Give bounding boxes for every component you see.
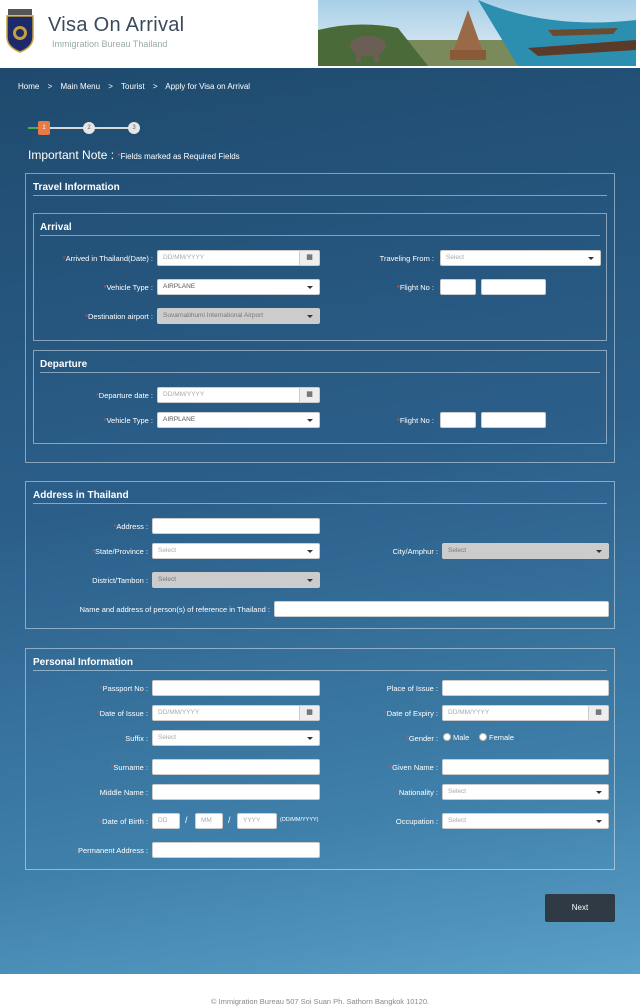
calendar-icon[interactable]: ▦ xyxy=(299,251,319,265)
chevron-down-icon xyxy=(307,737,313,740)
surname-label: *Surname : xyxy=(110,763,148,772)
divider xyxy=(33,670,607,671)
district-tambon-label: District/Tambon : xyxy=(92,576,148,585)
header xyxy=(0,0,640,68)
occupation-label: Occupation : xyxy=(395,817,438,826)
progress-steps xyxy=(28,120,140,136)
chevron-down-icon xyxy=(307,550,313,553)
city-amphur-label: City/Amphur : xyxy=(392,547,438,556)
address-input[interactable] xyxy=(152,518,320,534)
gender-label: *Gender : xyxy=(405,734,438,743)
departure-flight-number-input[interactable] xyxy=(481,412,546,428)
reference-person-input[interactable] xyxy=(274,601,609,617)
traveling-from-select[interactable]: Select xyxy=(440,250,601,266)
middle-name-label: Middle Name : xyxy=(99,788,148,797)
divider xyxy=(40,235,600,236)
chevron-down-icon xyxy=(307,286,313,289)
chevron-down-icon xyxy=(596,550,602,553)
date-of-birth-label: *Date of Birth : xyxy=(99,817,148,826)
calendar-icon[interactable]: ▦ xyxy=(299,706,319,720)
permanent-address-label: Permanent Address : xyxy=(77,846,148,855)
thailand-banner-image xyxy=(318,0,636,66)
departure-date-label: *Departure date : xyxy=(95,391,153,400)
arrival-vehicle-type-select[interactable]: AIRPLANE xyxy=(157,279,320,295)
chevron-down-icon xyxy=(307,315,313,318)
breadcrumb-home[interactable]: Home xyxy=(18,82,40,91)
destination-airport-label: *Destination airport : xyxy=(85,312,153,321)
app-title: Visa On Arrival xyxy=(48,14,185,36)
important-note xyxy=(28,148,240,162)
step-1: 1 xyxy=(38,121,50,135)
footer-text: © Immigration Bureau 507 Soi Suan Ph. Sathorn Bangkok 10120. xyxy=(210,997,430,1006)
personal-information-title: Personal Information xyxy=(33,657,134,668)
departure-vehicle-type-select[interactable]: AIRPLANE xyxy=(157,412,320,428)
divider xyxy=(40,372,600,373)
city-amphur-select[interactable]: Select xyxy=(442,543,609,559)
passport-no-input[interactable] xyxy=(152,680,320,696)
address-title: Address in Thailand xyxy=(33,490,129,501)
dob-format-hint: (DD/MM/YYYY) xyxy=(280,817,319,823)
occupation-select[interactable]: Select xyxy=(442,813,609,829)
breadcrumb-current: Apply for Visa on Arrival xyxy=(165,82,251,91)
next-button[interactable]: Next xyxy=(545,894,615,922)
divider xyxy=(33,503,607,504)
permanent-address-input[interactable] xyxy=(152,842,320,858)
date-of-issue-label: *Date of Issue : xyxy=(96,709,148,718)
gender-male-radio[interactable] xyxy=(443,733,451,741)
suffix-label: Suffix : xyxy=(125,734,148,743)
breadcrumb-separator: > xyxy=(47,82,53,91)
arrival-date-input[interactable]: DD/MM/YYYY ▦ xyxy=(157,250,320,266)
surname-input[interactable] xyxy=(152,759,320,775)
destination-airport-select[interactable]: Suvarnabhumi International Airport xyxy=(157,308,320,324)
state-province-select[interactable]: Select xyxy=(152,543,320,559)
date-of-expiry-label: *Date of Expiry : xyxy=(383,709,438,718)
arrival-panel xyxy=(33,213,607,341)
address-label: *Address : xyxy=(113,522,148,531)
nationality-label: *Nationality : xyxy=(395,788,438,797)
place-of-issue-label: Place of Issue : xyxy=(386,684,438,693)
required-asterisk: * xyxy=(117,152,121,161)
breadcrumb-separator: > xyxy=(152,82,158,91)
departure-title: Departure xyxy=(40,359,88,370)
district-tambon-select[interactable]: Select xyxy=(152,572,320,588)
breadcrumb-main-menu[interactable]: Main Menu xyxy=(60,82,101,91)
suffix-select[interactable]: Select xyxy=(152,730,320,746)
travel-information-title: Travel Information xyxy=(33,182,120,193)
arrival-flight-number-input[interactable] xyxy=(481,279,546,295)
vehicle-type-label: *Vehicle Type : xyxy=(103,283,153,292)
date-of-issue-input[interactable]: DD/MM/YYYY ▦ xyxy=(152,705,320,721)
departure-flight-prefix-input[interactable] xyxy=(440,412,476,428)
given-name-input[interactable] xyxy=(442,759,609,775)
breadcrumb-tourist[interactable]: Tourist xyxy=(121,82,145,91)
calendar-icon[interactable]: ▦ xyxy=(588,706,608,720)
traveling-from-label: Traveling From : xyxy=(379,254,434,263)
chevron-down-icon xyxy=(596,820,602,823)
place-of-issue-input[interactable] xyxy=(442,680,609,696)
nationality-select[interactable]: Select xyxy=(442,784,609,800)
divider xyxy=(33,195,607,196)
date-separator: / xyxy=(185,815,188,825)
dob-year-input[interactable]: YYYY xyxy=(237,813,277,829)
step-2: 2 xyxy=(83,122,95,134)
gender-female-radio[interactable] xyxy=(479,733,487,741)
departure-vehicle-type-label: *Vehicle Type : xyxy=(103,416,153,425)
date-separator: / xyxy=(228,815,231,825)
gender-female-label[interactable]: Female xyxy=(489,733,515,742)
chevron-down-icon xyxy=(596,791,602,794)
calendar-icon[interactable]: ▦ xyxy=(299,388,319,402)
app-subtitle: Immigration Bureau Thailand xyxy=(52,39,168,49)
chevron-down-icon xyxy=(307,419,313,422)
middle-name-input[interactable] xyxy=(152,784,320,800)
reference-person-label: Name and address of person(s) of reference in Thailand : xyxy=(79,605,270,614)
step-3: 3 xyxy=(128,122,140,134)
departure-date-input[interactable]: DD/MM/YYYY ▦ xyxy=(157,387,320,403)
chevron-down-icon xyxy=(307,579,313,582)
date-of-expiry-input[interactable]: DD/MM/YYYY ▦ xyxy=(442,705,609,721)
given-name-label: *Given Name : xyxy=(389,763,438,772)
dob-month-input[interactable]: MM xyxy=(195,813,223,829)
passport-no-label: *Passport No : xyxy=(99,684,148,693)
chevron-down-icon xyxy=(588,257,594,260)
gender-male-label[interactable]: Male xyxy=(453,733,470,742)
note-text: Fields marked as Required Fields xyxy=(120,152,240,161)
departure-flight-no-label: *Flight No : xyxy=(396,416,434,425)
state-province-label: *State/Province : xyxy=(92,547,148,556)
flight-no-label: *Flight No : xyxy=(396,283,434,292)
breadcrumb-separator: > xyxy=(108,82,113,91)
breadcrumb xyxy=(18,82,256,91)
immigration-bureau-logo xyxy=(5,9,35,53)
arrival-flight-prefix-input[interactable] xyxy=(440,279,476,295)
arrival-date-label: *Arrived in Thailand(Date) : xyxy=(62,254,153,263)
arrival-title: Arrival xyxy=(40,222,72,233)
dob-day-input[interactable]: DD xyxy=(152,813,180,829)
note-title: Important Note : xyxy=(28,148,115,162)
